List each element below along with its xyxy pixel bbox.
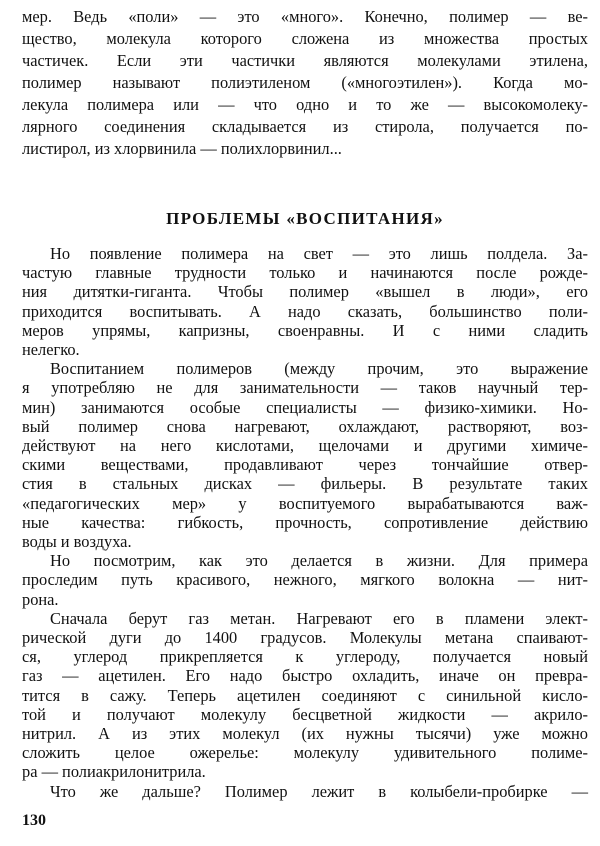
body-line: частую главные трудности только и начинаются после рожде-	[22, 263, 588, 283]
body-line: ные качества: гибкость, прочность, сопротивление действию	[22, 512, 588, 532]
body-line: ра — полиакрилонитрила.	[22, 762, 206, 782]
body-line: сложить целое ожерелье: молекулу удивительного полиме-	[22, 743, 588, 763]
body-line: рона.	[22, 589, 59, 609]
page-number: 130	[22, 811, 46, 829]
intro-line: лярного соединения складывается из стирола, получается по-	[22, 117, 588, 136]
body-line: той и получают молекулу бесцветной жидкости — акрило-	[22, 704, 588, 724]
body-line: проследим путь красивого, нежного, мягкого волокна — нит-	[22, 570, 588, 590]
body-line: газ — ацетилен. Его надо быстро охладить, иначе он превра-	[22, 666, 588, 686]
body-line: нитрил. А из этих молекул (их нужны тысячи) уже можно	[22, 724, 588, 743]
body-line: Сначала берут газ метан. Нагревают его в пламени элект-	[50, 608, 588, 628]
intro-line: мер. Ведь «поли» — это «много». Конечно, полимер — ве-	[22, 7, 588, 26]
body-line: ся, углерод прикрепляется к углероду, получается новый	[22, 647, 588, 667]
intro-line: листирол, из хлорвинила — полихлорвинил...	[22, 139, 342, 158]
body-line: скими веществами, продавливают через тончайшие отвер-	[22, 455, 588, 475]
body-line: стия в стальных дисках — фильеры. В результате таких	[22, 474, 588, 494]
body-line: воды и воздуха.	[22, 532, 132, 551]
body-line: приходится воспитывать. А надо сказать, большинство поли-	[22, 301, 588, 321]
body-line: действуют на него кислотами, щелочами и другими химиче-	[22, 436, 588, 455]
intro-line: частичек. Если эти частички являются молекулами этилена,	[22, 51, 588, 70]
body-line: Воспитанием полимеров (между прочим, это выражение	[50, 359, 588, 379]
body-line: рической дуги до 1400 градусов. Молекулы метана спаивают-	[22, 628, 588, 647]
body-line: ния дитятки-гиганта. Чтобы полимер «вышел в люди», его	[22, 282, 588, 302]
body-line: Но посмотрим, как это делается в жизни. Для примера	[50, 551, 588, 571]
body-line: тится в сажу. Теперь ацетилен соединяют с синильной кисло-	[22, 685, 588, 705]
body-line: Но появление полимера на свет — это лишь полдела. За-	[50, 244, 588, 263]
body-line: нелегко.	[22, 340, 80, 359]
body-line: вый полимер снова нагревают, охлаждают, растворяют, воз-	[22, 416, 588, 436]
body-line: я употребляю не для занимательности — таков научный тер-	[22, 378, 588, 398]
intro-line: полимер называют полиэтиленом («многоэтилен»). Когда мо-	[22, 73, 588, 92]
intro-line: щество, молекула которого сложена из множества простых	[22, 29, 588, 48]
body-line: «педагогических мер» у воспитуемого вырабатываются важ-	[22, 493, 588, 513]
body-line: меров упрямы, капризны, своенравны. И с ними сладить	[22, 320, 588, 340]
book-page	[22, 0, 588, 846]
section-heading: ПРОБЛЕМЫ «ВОСПИТАНИЯ»	[166, 209, 444, 228]
body-line: мин) занимаются особые специалисты — физико-химики. Но-	[22, 397, 588, 417]
body-line: Что же дальше? Полимер лежит в колыбели-пробирке —	[50, 781, 588, 801]
intro-line: лекула полимера или — что одно и то же — высокомолеку-	[22, 95, 588, 114]
